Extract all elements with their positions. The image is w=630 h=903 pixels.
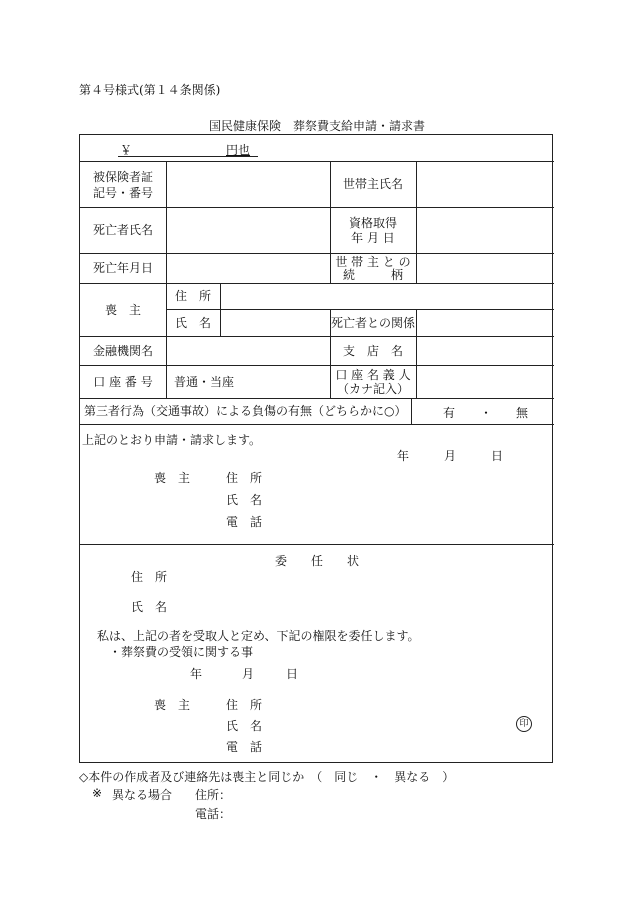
application-mourner-label: 喪 主 [154,471,191,485]
death-date-value[interactable] [166,254,330,283]
delegation-mourner-name-label: 氏 名 [226,719,263,733]
mourner-name-value[interactable] [220,310,330,336]
yen-symbol: ￥ [120,143,133,157]
application-phone-label: 電 話 [226,515,263,529]
delegation-year: 年 [190,667,203,681]
insured-cert-label: 被保険者証 記号・番号 [92,169,153,200]
relation-to-head-value[interactable] [416,254,554,283]
delegation-text: 私は、上記の者を受取人と定め、下記の権限を委任します。 [97,629,420,643]
deceased-name-label: 死亡者氏名 [92,223,153,237]
qualification-date-value[interactable] [416,208,554,253]
third-party-no[interactable]: 無 [516,406,529,420]
delegation-day: 日 [286,667,299,681]
branch-name-label: 支 店 名 [342,343,403,358]
delegation-mourner-phone-label: 電 話 [226,740,263,754]
delegation-month: 月 [242,667,255,681]
footer-phone-label: 電話： [195,807,232,821]
delegate-name-label: 氏 名 [131,600,168,614]
mourner-address-value[interactable] [220,284,554,309]
application-address-label: 住 所 [226,471,263,485]
third-party-yes[interactable]: 有 [443,406,456,420]
household-head-value[interactable] [416,162,554,207]
insured-cert-value[interactable] [166,162,330,207]
footer-address-label: 住所： [195,788,232,802]
mourner-name-label: 氏 名 [174,315,211,330]
application-statement: 上記のとおり申請・請求します。 [82,433,262,447]
account-type-value[interactable]: 普通・当座 [174,374,235,389]
delegation-title: 委 任 状 [275,554,360,568]
third-party-question: 第三者行為（交通事故）による負傷の有無（どちらかに○） [84,404,407,418]
delegation-mourner-address-label: 住 所 [226,698,263,712]
application-day: 日 [491,449,504,463]
relation-to-deceased-value[interactable] [416,310,554,336]
bank-name-label: 金融機関名 [92,343,153,358]
deceased-name-value[interactable] [166,208,330,253]
qualification-date-label: 資格取得 年 月 日 [348,215,397,245]
application-name-label: 氏 名 [226,493,263,507]
application-year: 年 [397,449,410,463]
branch-name-value[interactable] [416,337,554,365]
mourner-address-label: 住 所 [174,289,211,303]
delegation-item: ・葬祭費の受領に関する事 [109,645,254,659]
footer-if-different: 異なる場合 [112,788,173,802]
footer-question: ◇本件の作成者及び連絡先は喪主と同じか （ 同じ ・ 異なる ） [79,770,455,784]
relation-to-head-label: 世 帯 主 と の 続 柄 [335,254,411,282]
delegation-mourner-label: 喪 主 [154,698,191,712]
form-title: 国民健康保険 葬祭費支給申請・請求書 [209,119,426,133]
bank-name-value[interactable] [166,337,330,365]
footer-note-mark: ※ [92,786,103,800]
form-number: 第４号様式(第１４条関係) [79,83,221,97]
third-party-separator: ・ [480,406,493,420]
yen-unit: 円也 [226,143,251,157]
seal-mark-icon: 印 [516,716,532,732]
death-date-label: 死亡年月日 [92,261,153,275]
chief-mourner-label: 喪 主 [104,302,141,317]
account-holder-label: 口 座 名 義 人 （カナ記入） [335,368,411,396]
application-month: 月 [444,449,457,463]
application-form [79,134,553,763]
account-number-label: 口 座 番 号 [93,374,153,389]
relation-to-deceased-label: 死亡者との関係 [330,315,415,330]
account-holder-value[interactable] [416,366,554,398]
household-head-label: 世帯主氏名 [342,177,403,191]
delegate-address-label: 住 所 [131,570,168,584]
